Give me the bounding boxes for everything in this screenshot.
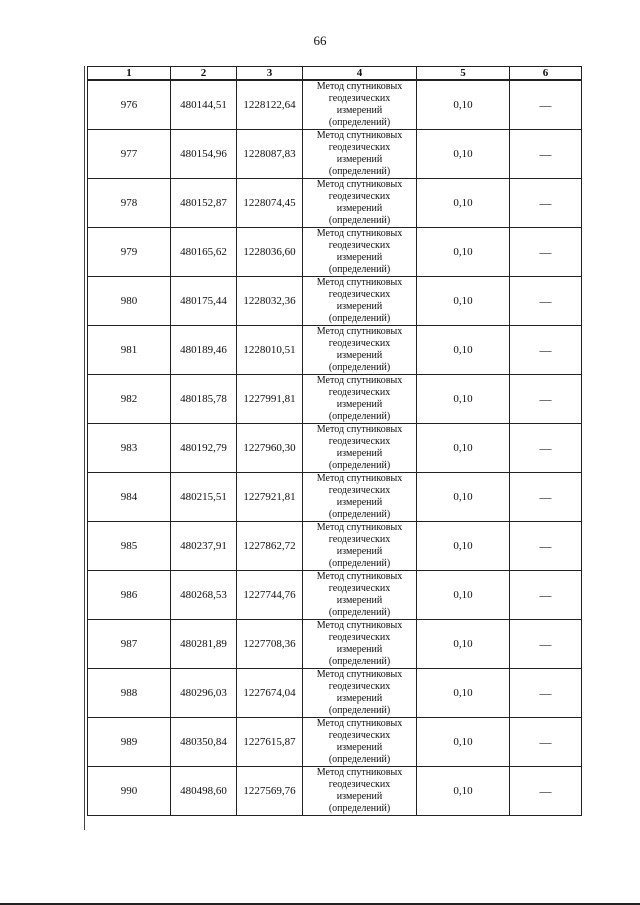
- accuracy-cell: 0,10: [417, 424, 510, 473]
- method-text-line: измерений: [336, 546, 383, 557]
- method-text-line: измерений: [336, 252, 383, 263]
- point-number-cell: 977: [88, 130, 171, 179]
- method-text-line: Метод спутниковых: [316, 179, 403, 190]
- note-cell: —: [510, 179, 582, 228]
- method-text-line: измерений: [336, 791, 383, 802]
- method-text-line: геодезических: [328, 583, 391, 594]
- method-text-line: измерений: [336, 742, 383, 753]
- note-cell: —: [510, 718, 582, 767]
- method-cell: [303, 669, 417, 718]
- accuracy-cell: 0,10: [417, 522, 510, 571]
- coordinate-y-cell: 1228074,45: [237, 179, 303, 228]
- scan-margin-line: [84, 66, 85, 830]
- method-text-line: (определений): [328, 313, 391, 324]
- table-row: [88, 375, 582, 424]
- coordinate-y-cell: 1227569,76: [237, 767, 303, 816]
- note-cell: —: [510, 620, 582, 669]
- coordinate-x-cell: 480154,96: [171, 130, 237, 179]
- page-number: 66: [313, 33, 327, 48]
- method-cell: [303, 473, 417, 522]
- method-text-line: Метод спутниковых: [316, 130, 403, 141]
- method-text-line: (определений): [328, 803, 391, 814]
- coordinates-table: [87, 66, 582, 816]
- coordinate-x-cell: 480144,51: [171, 80, 237, 130]
- method-text-line: измерений: [336, 595, 383, 606]
- table-row: [88, 669, 582, 718]
- table-row: [88, 179, 582, 228]
- note-cell: —: [510, 277, 582, 326]
- point-number-cell: 976: [88, 80, 171, 130]
- method-text-line: Метод спутниковых: [316, 326, 403, 337]
- point-number-cell: 989: [88, 718, 171, 767]
- point-number-cell: 986: [88, 571, 171, 620]
- method-cell: [303, 80, 417, 130]
- method-text-line: геодезических: [328, 534, 391, 545]
- table-row: [88, 522, 582, 571]
- method-cell: [303, 179, 417, 228]
- method-cell: [303, 375, 417, 424]
- column-header-5: 5: [417, 67, 510, 81]
- accuracy-cell: 0,10: [417, 326, 510, 375]
- coordinate-y-cell: 1227921,81: [237, 473, 303, 522]
- coordinate-y-cell: 1227708,36: [237, 620, 303, 669]
- coordinate-x-cell: 480185,78: [171, 375, 237, 424]
- note-cell: —: [510, 473, 582, 522]
- method-text-line: Метод спутниковых: [316, 571, 403, 582]
- method-text-line: (определений): [328, 656, 391, 667]
- method-text-line: геодезических: [328, 485, 391, 496]
- method-cell: [303, 718, 417, 767]
- method-cell: [303, 228, 417, 277]
- method-text-line: геодезических: [328, 436, 391, 447]
- method-text-line: (определений): [328, 411, 391, 422]
- method-text-line: Метод спутниковых: [316, 424, 403, 435]
- note-cell: —: [510, 326, 582, 375]
- method-cell: [303, 767, 417, 816]
- point-number-cell: 978: [88, 179, 171, 228]
- table-row: [88, 620, 582, 669]
- coordinate-x-cell: 480268,53: [171, 571, 237, 620]
- method-text-line: Метод спутниковых: [316, 228, 403, 239]
- note-cell: —: [510, 571, 582, 620]
- method-cell: [303, 424, 417, 473]
- method-text-line: (определений): [328, 754, 391, 765]
- method-text-line: (определений): [328, 509, 391, 520]
- point-number-cell: 984: [88, 473, 171, 522]
- accuracy-cell: 0,10: [417, 179, 510, 228]
- note-cell: —: [510, 767, 582, 816]
- method-cell: [303, 620, 417, 669]
- column-header-2: 2: [171, 67, 237, 81]
- coordinate-x-cell: 480175,44: [171, 277, 237, 326]
- point-number-cell: 985: [88, 522, 171, 571]
- table-row: [88, 473, 582, 522]
- method-text-line: (определений): [328, 166, 391, 177]
- note-cell: —: [510, 130, 582, 179]
- note-cell: —: [510, 80, 582, 130]
- method-text-line: измерений: [336, 448, 383, 459]
- method-text-line: геодезических: [328, 191, 391, 202]
- coordinate-y-cell: 1228087,83: [237, 130, 303, 179]
- coordinate-y-cell: 1228036,60: [237, 228, 303, 277]
- table-body: [88, 80, 582, 816]
- point-number-cell: 988: [88, 669, 171, 718]
- column-header-6: 6: [510, 67, 582, 81]
- method-text-line: (определений): [328, 264, 391, 275]
- method-text-line: измерений: [336, 105, 383, 116]
- point-number-cell: 979: [88, 228, 171, 277]
- coordinate-x-cell: 480296,03: [171, 669, 237, 718]
- method-text-line: Метод спутниковых: [316, 375, 403, 386]
- coordinate-x-cell: 480189,46: [171, 326, 237, 375]
- table-row: [88, 277, 582, 326]
- point-number-cell: 983: [88, 424, 171, 473]
- coordinate-x-cell: 480498,60: [171, 767, 237, 816]
- method-text-line: Метод спутниковых: [316, 473, 403, 484]
- method-text-line: Метод спутниковых: [316, 718, 403, 729]
- method-text-line: геодезических: [328, 338, 391, 349]
- accuracy-cell: 0,10: [417, 228, 510, 277]
- method-text-line: геодезических: [328, 240, 391, 251]
- coordinate-y-cell: 1228122,64: [237, 80, 303, 130]
- method-text-line: (определений): [328, 362, 391, 373]
- table-row: [88, 718, 582, 767]
- coordinate-x-cell: 480165,62: [171, 228, 237, 277]
- method-text-line: измерений: [336, 644, 383, 655]
- note-cell: —: [510, 669, 582, 718]
- method-text-line: измерений: [336, 497, 383, 508]
- method-text-line: измерений: [336, 693, 383, 704]
- column-header-1: 1: [88, 67, 171, 81]
- method-cell: [303, 277, 417, 326]
- coordinate-x-cell: 480215,51: [171, 473, 237, 522]
- method-cell: [303, 326, 417, 375]
- method-text-line: (определений): [328, 215, 391, 226]
- method-cell: [303, 130, 417, 179]
- method-text-line: геодезических: [328, 632, 391, 643]
- method-text-line: геодезических: [328, 289, 391, 300]
- point-number-cell: 980: [88, 277, 171, 326]
- accuracy-cell: 0,10: [417, 669, 510, 718]
- point-number-cell: 982: [88, 375, 171, 424]
- method-text-line: Метод спутниковых: [316, 767, 403, 778]
- coordinate-y-cell: 1227991,81: [237, 375, 303, 424]
- table-row: [88, 767, 582, 816]
- method-text-line: геодезических: [328, 142, 391, 153]
- note-cell: —: [510, 522, 582, 571]
- coordinate-y-cell: 1227960,30: [237, 424, 303, 473]
- table-row: [88, 80, 582, 130]
- coordinate-x-cell: 480192,79: [171, 424, 237, 473]
- method-text-line: геодезических: [328, 779, 391, 790]
- method-text-line: (определений): [328, 117, 391, 128]
- method-text-line: измерений: [336, 203, 383, 214]
- coordinate-x-cell: 480350,84: [171, 718, 237, 767]
- coordinate-y-cell: 1227862,72: [237, 522, 303, 571]
- point-number-cell: 987: [88, 620, 171, 669]
- note-cell: —: [510, 375, 582, 424]
- accuracy-cell: 0,10: [417, 620, 510, 669]
- point-number-cell: 990: [88, 767, 171, 816]
- coordinate-x-cell: 480281,89: [171, 620, 237, 669]
- method-text-line: геодезических: [328, 387, 391, 398]
- note-cell: —: [510, 424, 582, 473]
- accuracy-cell: 0,10: [417, 767, 510, 816]
- coordinate-x-cell: 480152,87: [171, 179, 237, 228]
- method-text-line: измерений: [336, 399, 383, 410]
- coordinate-y-cell: 1227674,04: [237, 669, 303, 718]
- table-row: [88, 326, 582, 375]
- method-text-line: измерений: [336, 154, 383, 165]
- accuracy-cell: 0,10: [417, 375, 510, 424]
- method-text-line: Метод спутниковых: [316, 81, 403, 92]
- method-text-line: Метод спутниковых: [316, 669, 403, 680]
- method-text-line: Метод спутниковых: [316, 620, 403, 631]
- method-cell: [303, 571, 417, 620]
- table-row: [88, 228, 582, 277]
- accuracy-cell: 0,10: [417, 718, 510, 767]
- method-text-line: Метод спутниковых: [316, 522, 403, 533]
- method-text-line: Метод спутниковых: [316, 277, 403, 288]
- method-text-line: (определений): [328, 558, 391, 569]
- table-row: [88, 571, 582, 620]
- method-text-line: (определений): [328, 705, 391, 716]
- method-text-line: геодезических: [328, 681, 391, 692]
- column-header-3: 3: [237, 67, 303, 81]
- coordinate-y-cell: 1227744,76: [237, 571, 303, 620]
- coordinate-y-cell: 1228010,51: [237, 326, 303, 375]
- point-number-cell: 981: [88, 326, 171, 375]
- accuracy-cell: 0,10: [417, 473, 510, 522]
- method-text-line: (определений): [328, 460, 391, 471]
- table-row: [88, 130, 582, 179]
- coordinate-y-cell: 1228032,36: [237, 277, 303, 326]
- method-text-line: геодезических: [328, 93, 391, 104]
- accuracy-cell: 0,10: [417, 277, 510, 326]
- coordinate-x-cell: 480237,91: [171, 522, 237, 571]
- method-text-line: геодезических: [328, 730, 391, 741]
- method-text-line: измерений: [336, 301, 383, 312]
- coordinate-y-cell: 1227615,87: [237, 718, 303, 767]
- column-header-4: 4: [303, 67, 417, 81]
- table-row: [88, 424, 582, 473]
- method-text-line: измерений: [336, 350, 383, 361]
- accuracy-cell: 0,10: [417, 571, 510, 620]
- method-cell: [303, 522, 417, 571]
- note-cell: —: [510, 228, 582, 277]
- table-header-row: [88, 67, 582, 81]
- accuracy-cell: 0,10: [417, 80, 510, 130]
- accuracy-cell: 0,10: [417, 130, 510, 179]
- method-text-line: (определений): [328, 607, 391, 618]
